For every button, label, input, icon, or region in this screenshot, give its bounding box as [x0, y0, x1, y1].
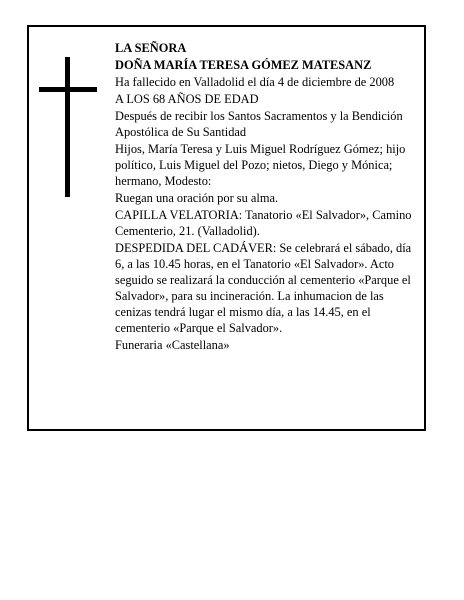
cross-icon [39, 57, 99, 197]
family-list: Hijos, María Teresa y Luis Miguel Rodríguez Gómez; hijo político, Luis Miguel del Pozo; nietos, Diego y Mónica; hermano, Modesto: [115, 142, 406, 188]
obituary-notice [27, 25, 426, 431]
sacraments-text: Después de recibir los Santos Sacramentos y la Bendición Apostólica de Su Santidad [115, 109, 403, 139]
deceased-name: DOÑA MARÍA TERESA GÓMEZ MATESANZ [115, 58, 372, 72]
age-line: A LOS 68 AÑOS DE EDAD [115, 92, 259, 106]
farewell-info: DESPEDIDA DEL CADÁVER: Se celebrará el sábado, día 6, a las 10.45 horas, en el Tanatorio «El Salvador». Acto seguido se realizará la conducción al cementerio «Parque el Salvador», para su incineración. La inhumacion de las cenizas tendrá lugar el mismo día, a las 14.45, en el cementerio «Parque el Salvador». [115, 241, 412, 335]
chapel-info: CAPILLA VELATORIA: Tanatorio «El Salvador», Camino Cementerio, 21. (Valladolid). [115, 208, 412, 238]
cross-horizontal-bar [39, 87, 97, 92]
prayer-request: Ruegan una oración por su alma. [115, 191, 279, 205]
notice-title: LA SEÑORA [115, 41, 187, 55]
death-info: Ha fallecido en Valladolid el día 4 de diciembre de 2008 [115, 75, 395, 89]
funeral-home: Funeraria «Castellana» [115, 338, 230, 352]
cross-vertical-bar [65, 57, 70, 197]
notice-body [115, 40, 421, 354]
